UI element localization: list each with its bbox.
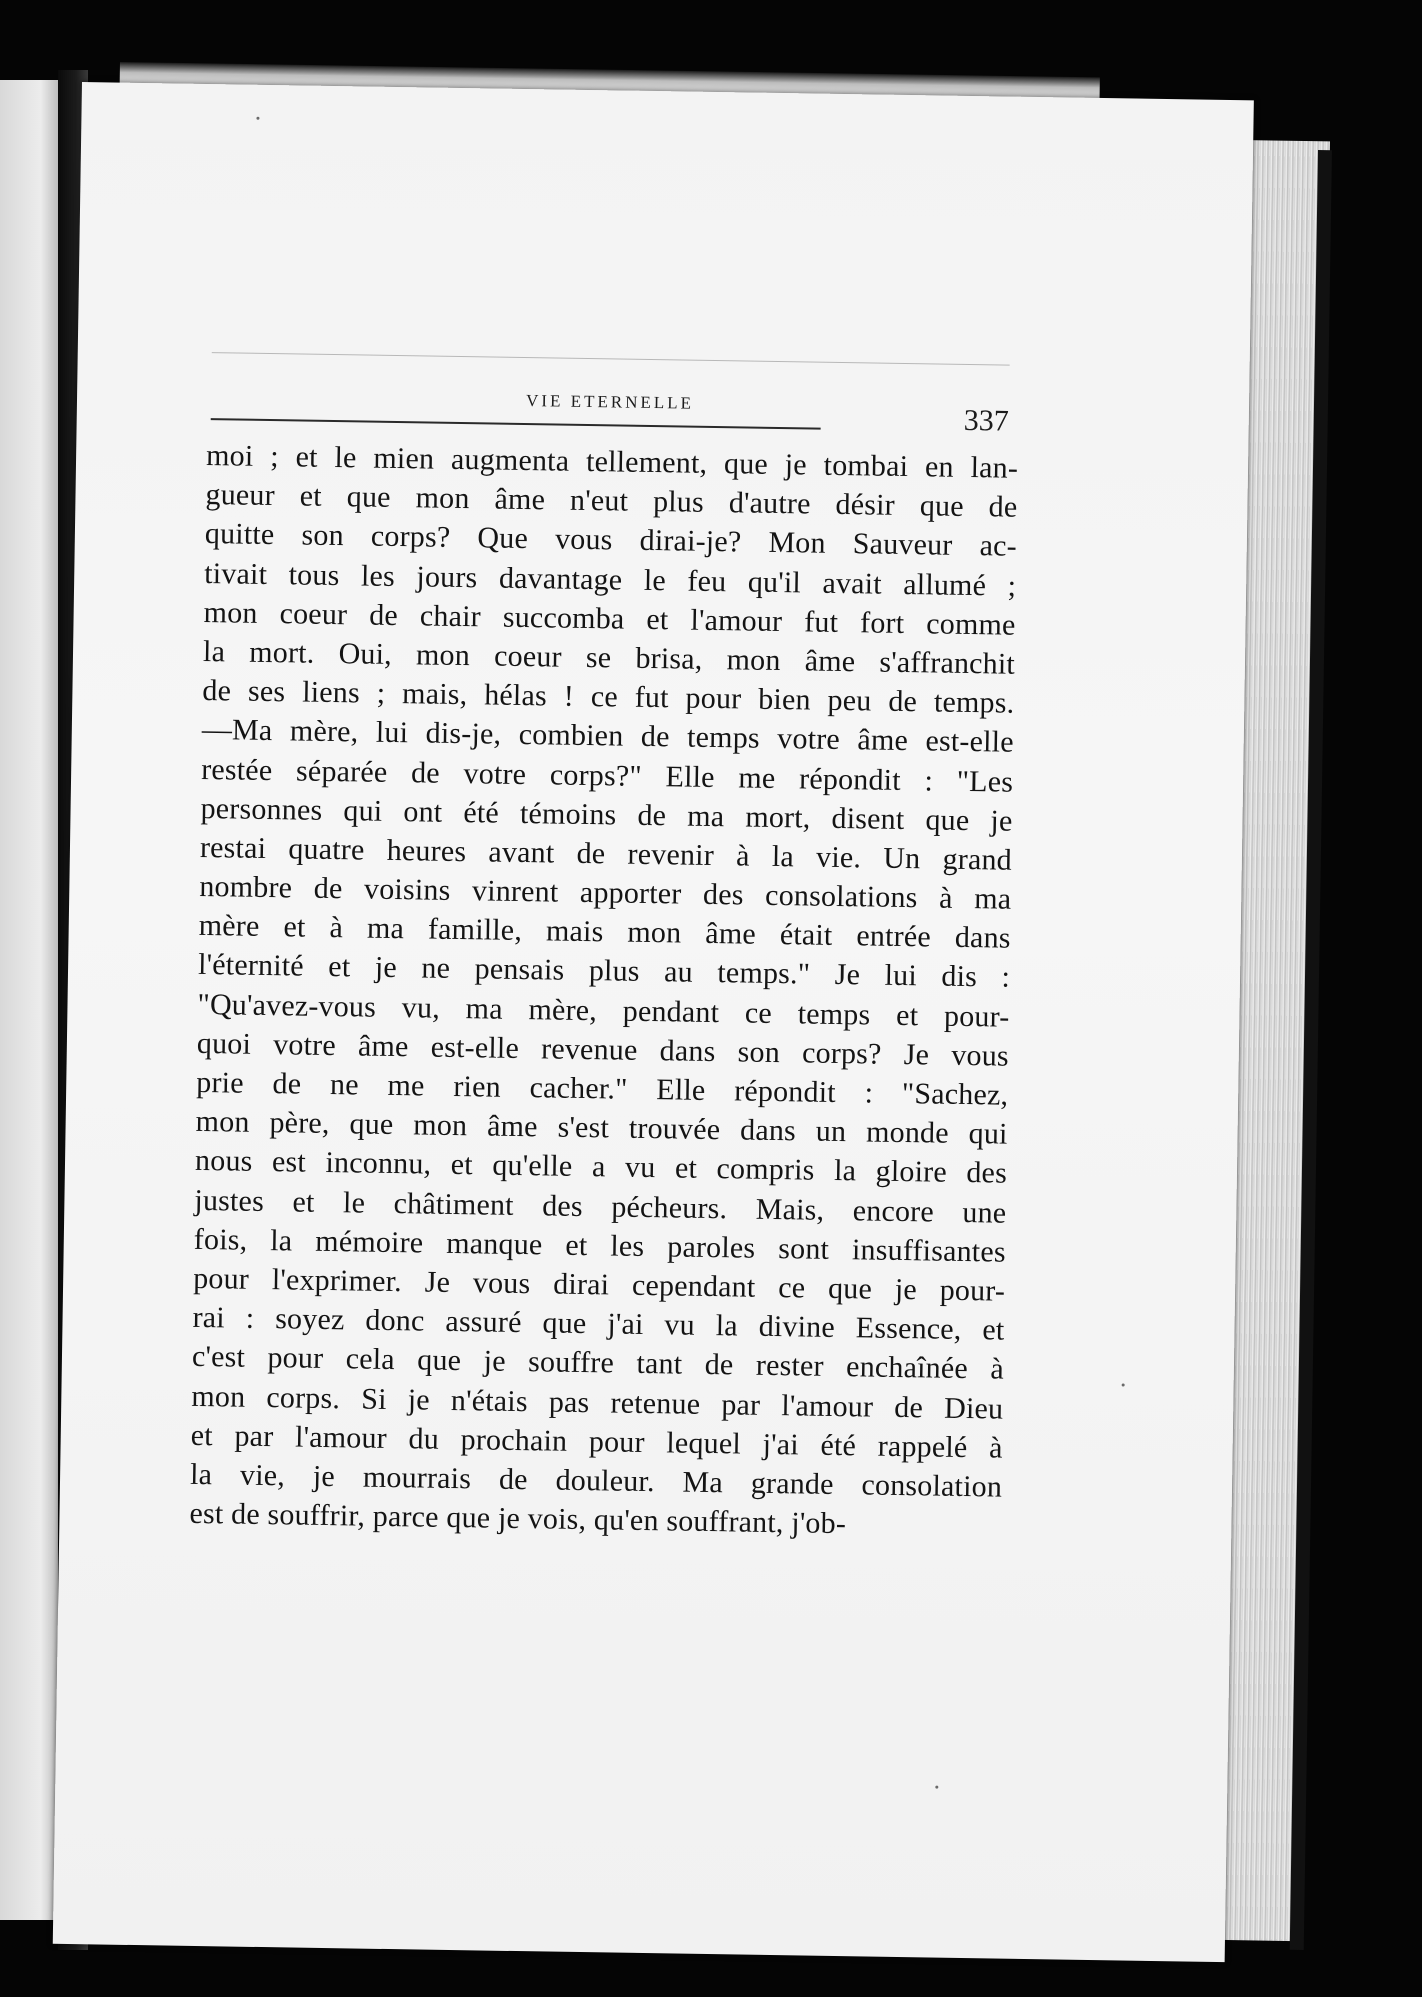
text-line: personnes qui ont été témoins de ma mort, disent que je <box>200 791 1013 838</box>
text-line: quoi votre âme est-elle revenue dans son corps? Je vous <box>196 1026 1010 1073</box>
text-line: pour l'exprimer. Je vous dirai cependant ce que je pour- <box>192 1261 1006 1308</box>
text-line: nous est inconnu, et qu'elle a vu et compris la gloire des <box>194 1144 1008 1191</box>
running-head-rule-top <box>212 352 1010 366</box>
text-line: fois, la mémoire manque et les paroles sont insuffisantes <box>193 1222 1006 1269</box>
text-line: "Qu'avez-vous vu, ma mère, pendant ce temps et pour- <box>197 987 1010 1034</box>
text-line: la mort. Oui, mon coeur se brisa, mon âme s'affranchit <box>202 634 1016 681</box>
text-line: c'est pour cela que je souffre tant de rester enchaînée à <box>191 1340 1005 1386</box>
body-text <box>189 436 1018 1546</box>
text-line: nombre de voisins vinrent apporter des consolations à ma <box>199 870 1012 916</box>
book-page <box>53 82 1254 1962</box>
text-line: mère et à ma famille, mais mon âme était entrée dans <box>198 909 1011 955</box>
paper-speck <box>256 117 259 120</box>
paper-speck <box>1122 1383 1125 1386</box>
text-line: la vie, je mourrais de douleur. Ma grande consolation <box>189 1457 1003 1504</box>
text-line: mon coeur de chair succomba et l'amour fut fort comme <box>203 595 1016 642</box>
paper-speck <box>935 1786 938 1789</box>
text-line: —Ma mère, lui dis-je, combien de temps votre âme est-elle <box>201 713 1014 760</box>
text-line: tivait tous les jours davantage le feu qu'il avait allumé ; <box>204 556 1017 603</box>
text-line: justes et le châtiment des pécheurs. Mais, encore une <box>194 1183 1007 1230</box>
text-line: rai : soyez donc assuré que j'ai vu la divine Essence, et <box>192 1301 1005 1347</box>
text-line: mon père, que mon âme s'est trouvée dans un monde qui <box>195 1105 1008 1151</box>
text-line: restai quatre heures avant de revenir à la vie. Un grand <box>199 830 1013 877</box>
text-line: quitte son corps? Que vous dirai-je? Mon Sauveur ac- <box>204 517 1018 564</box>
text-line: l'éternité et je ne pensais plus au temps." Je lui dis : <box>197 948 1011 995</box>
page-number: 337 <box>963 403 1010 438</box>
text-line: prie de ne me rien cacher." Elle répondit : "Sachez, <box>196 1065 1009 1112</box>
running-head-rule-bottom <box>211 418 821 430</box>
text-line: est de souffrir, parce que je vois, qu'en souffrant, j'ob- <box>189 1496 847 1541</box>
facing-page-edge <box>0 80 58 1920</box>
text-line: de ses liens ; mais, hélas ! ce fut pour bien peu de temps. <box>202 674 1015 720</box>
text-line: mon corps. Si je n'étais pas retenue par l'amour de Dieu <box>191 1379 1004 1426</box>
running-head <box>211 352 1010 438</box>
running-head-title: VIE ETERNELLE <box>525 391 695 413</box>
text-line: et par l'amour du prochain pour lequel j'ai été rappelé à <box>190 1418 1003 1465</box>
text-line: restée séparée de votre corps?" Elle me répondit : "Les <box>200 752 1014 799</box>
text-line: moi ; et le mien augmenta tellement, que je tombai en lan- <box>205 438 1019 485</box>
text-line: gueur et que mon âme n'eut plus d'autre désir que de <box>205 478 1018 524</box>
